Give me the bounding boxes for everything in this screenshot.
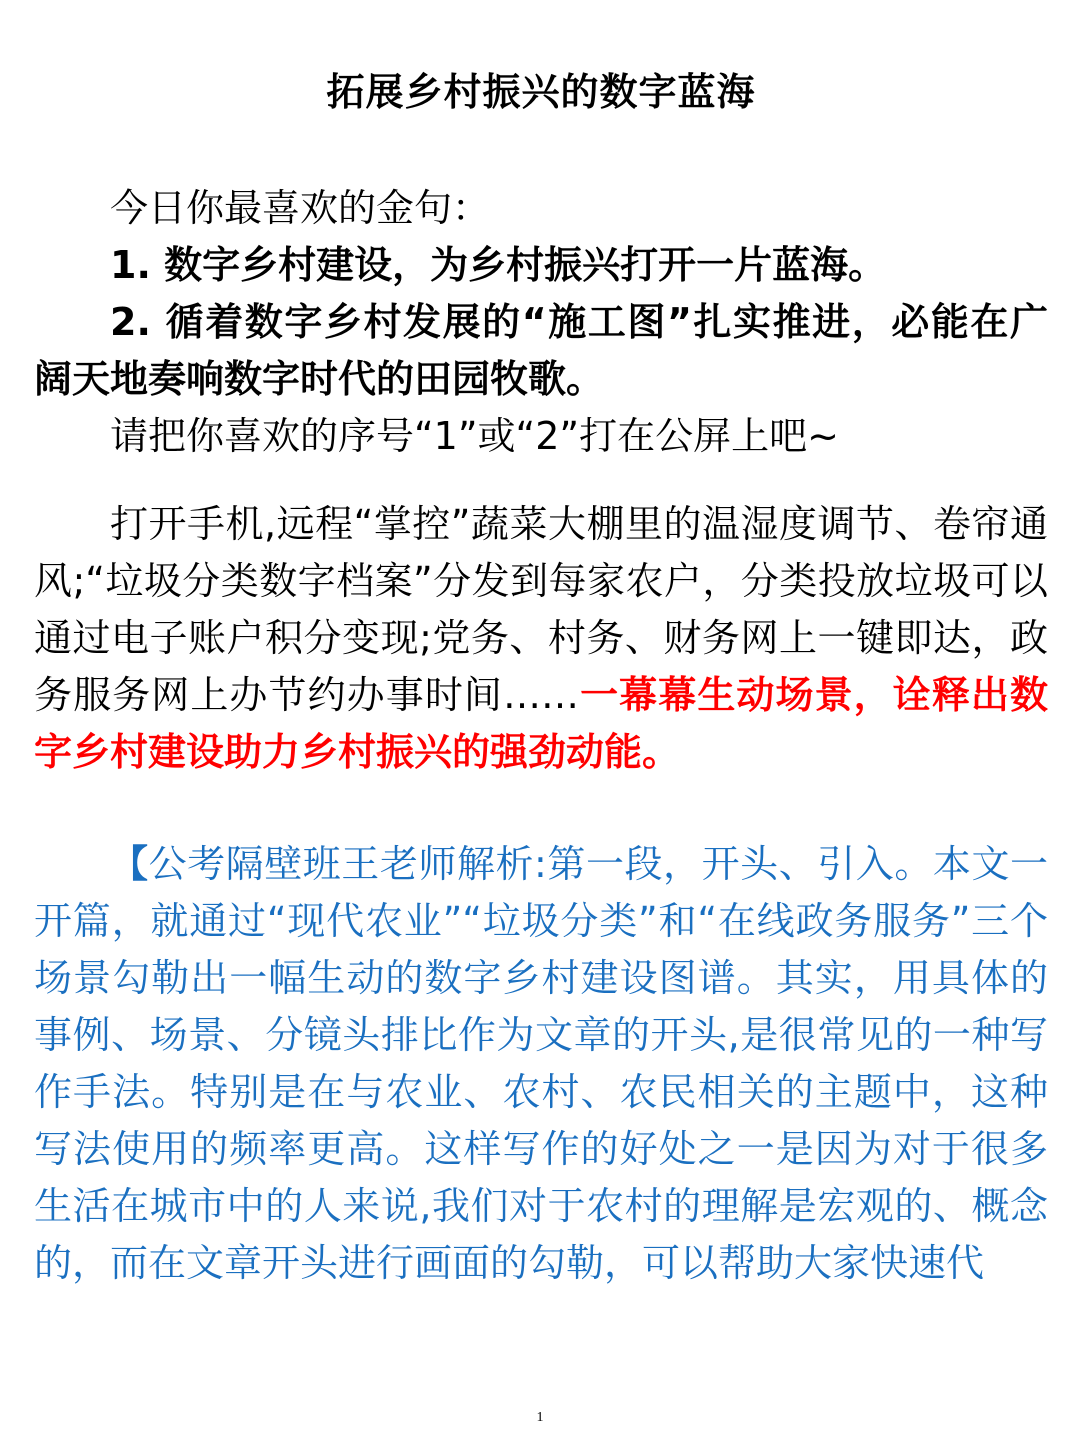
analysis-bracket: 【 — [110, 842, 149, 886]
document-page — [34, 0, 1048, 1439]
quotes-prompt: 请把你喜欢的序号“1”或“2”打在公屏上吧~ — [110, 414, 839, 458]
quotes-intro: 今日你最喜欢的金句： — [110, 186, 491, 230]
page-number: 1 — [536, 1410, 544, 1425]
body-paragraph-text: 打开手机,远程“掌控”蔬菜大棚里的温湿度调节、卷帘通风;“垃圾分类数字档案”分发到每家农户，分类投放垃圾可以通过电子账户积分变现;党务、村务、财务网上一键即达，政务服务网上办节约办事时间…… — [34, 502, 1048, 717]
document-title: 拓展乡村振兴的数字蓝海 — [326, 70, 756, 114]
analysis-text: 公考隔壁班王老师解析:第一段，开头、引入。本文一开篇，就通过“现代农业”“垃圾分类”和“在线政务服务”三个场景勾勒出一幅生动的数字乡村建设图谱。其实，用具体的事例、场景、分镜头排比作为文章的开头,是很常见的一种写作手法。特别是在与农业、农村、农民相关的主题中，这种写法使用的频率更高。这样写作的好处之一是因为对于很多生活在城市中的人来说,我们对于农村的理解是宏观的、概念的，而在文章开头进行画面的勾勒，可以帮助大家快速代 — [34, 842, 1048, 1285]
body-paragraph — [34, 496, 1048, 781]
body-paragraph-highlight: 一幕幕生动场景，诠释出数字乡村建设助力乡村振兴的强劲动能。 — [34, 673, 1048, 774]
teacher-analysis — [34, 836, 1048, 1292]
quote-item-1: 1. 数字乡村建设，为乡村振兴打开一片蓝海。 — [110, 243, 887, 287]
quote-item-2: 2. 循着数字乡村发展的“施工图”扎实推进，必能在广阔天地奏响数字时代的田园牧歌。 — [34, 300, 1048, 401]
golden-quotes-section — [34, 180, 1048, 465]
